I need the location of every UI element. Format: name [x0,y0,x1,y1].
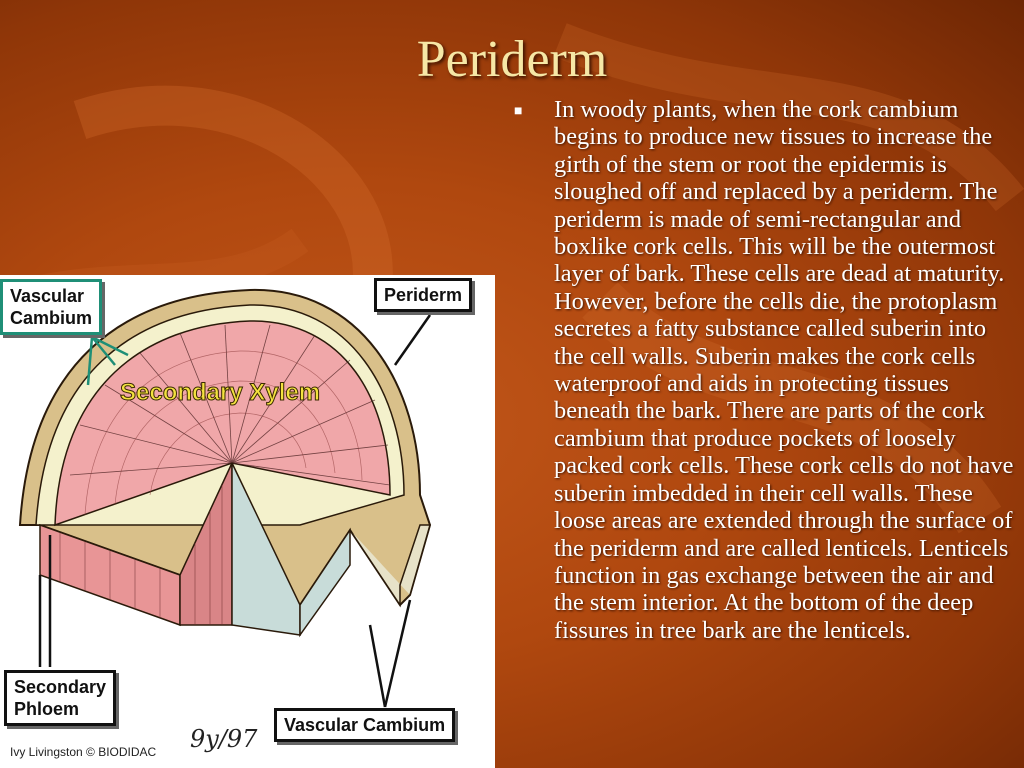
secondary-xylem-label: Secondary Xylem [120,379,321,406]
image-credit: Ivy Livingston © BIODIDAC [10,745,157,759]
secondary-phloem-line-1: Secondary [14,677,107,697]
bullet-text: In woody plants, when the cork cambium begins to produce new tissues to increase the girth of the stem or root the epidermis is sloughed off and replaced by a periderm. The periderm is made of semi-rectangular and boxlike cork cells. This will be the outermost layer of bark. These cells are dead at maturity. However, before the cells die, the protoplasm secretes a fatty substance called suberin into the cell walls. Suberin makes the cork cells waterproof and aids in protecting tissues beneath the bark. There are parts of the cork cambium that produce pockets of loosely packed cork cells. These cork cells do not have suberin imbedded in their cell walls. These loose areas are extended through the surface of the periderm and are called lenticels. Lenticels function in gas exchange between the air and the stem interior. At the bottom of the deep fissures in tree bark are the lenticels. [554,96,1014,644]
vascular-cambium-bottom-callout [274,708,455,742]
vascular-cambium-top-line-1: Vascular [10,286,85,306]
vascular-cambium-top-line-2: Cambium [10,308,93,328]
square-bullet-icon: ■ [514,104,523,119]
slide-title: Periderm [416,31,608,88]
stem-cross-section-figure [0,275,495,768]
secondary-phloem-line-2: Phloem [14,699,80,719]
vascular-cambium-bottom-label: Vascular Cambium [284,715,446,735]
secondary-phloem-callout [4,670,116,726]
periderm-label: Periderm [384,285,463,305]
bullet-list-item [512,96,1018,644]
vascular-cambium-top-callout [0,279,102,335]
periderm-callout [374,278,472,312]
artist-signature: 9y/97 [190,725,258,753]
